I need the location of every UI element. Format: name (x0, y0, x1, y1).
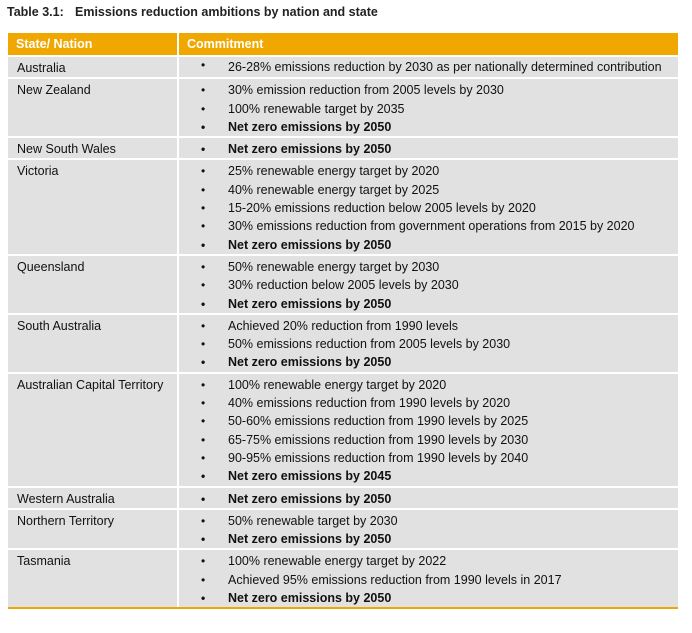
state-nation-cell: Australian Capital Territory (8, 373, 178, 487)
commitment-list (201, 81, 670, 136)
state-nation-cell: Tasmania (8, 549, 178, 608)
table-row (8, 255, 678, 314)
commitment-item: • Net zero emissions by 2050 (201, 236, 670, 254)
table-number: Table 3.1: (7, 5, 64, 19)
commitment-list (201, 162, 670, 253)
state-nation-cell: South Australia (8, 314, 178, 373)
emissions-table (8, 33, 678, 609)
commitment-item: • Net zero emissions by 2045 (201, 467, 670, 485)
commitment-cell (178, 56, 678, 78)
state-nation-cell: Victoria (8, 159, 178, 254)
commitment-cell (178, 549, 678, 608)
state-nation-cell: Northern Territory (8, 509, 178, 550)
commitment-list (201, 512, 670, 549)
commitment-cell (178, 314, 678, 373)
table-header-row (8, 33, 678, 56)
commitment-item: • 40% renewable energy target by 2025 (201, 181, 670, 199)
state-nation-cell: Australia (8, 56, 178, 78)
commitment-item: • Net zero emissions by 2050 (201, 140, 670, 158)
table-row (8, 137, 678, 159)
commitment-item: • 50% emissions reduction from 2005 levels by 2030 (201, 335, 670, 353)
commitment-item: • Net zero emissions by 2050 (201, 353, 670, 371)
commitment-item: • 100% renewable energy target by 2022 (201, 552, 670, 570)
commitment-item: • 100% renewable target by 2035 (201, 100, 670, 118)
commitment-item: • Net zero emissions by 2050 (201, 118, 670, 136)
table-row (8, 314, 678, 373)
commitment-cell (178, 159, 678, 254)
commitment-cell (178, 509, 678, 550)
commitment-item: • 100% renewable energy target by 2020 (201, 376, 670, 394)
table-caption (7, 5, 378, 19)
commitment-item: • 30% emission reduction from 2005 levels by 2030 (201, 81, 670, 99)
commitment-item: • 30% emissions reduction from government operations from 2015 by 2020 (201, 217, 670, 235)
commitment-item: • 50-60% emissions reduction from 1990 levels by 2025 (201, 412, 670, 430)
commitment-cell (178, 487, 678, 509)
commitment-item: • 90-95% emissions reduction from 1990 levels by 2040 (201, 449, 670, 467)
commitment-item: • 40% emissions reduction from 1990 levels by 2020 (201, 394, 670, 412)
table-body (8, 56, 678, 608)
table-title: Emissions reduction ambitions by nation and state (75, 5, 378, 19)
commitment-list (201, 317, 670, 372)
commitment-item: • 25% renewable energy target by 2020 (201, 162, 670, 180)
commitment-item: • Net zero emissions by 2050 (201, 295, 670, 313)
commitment-cell (178, 255, 678, 314)
state-nation-cell: New South Wales (8, 137, 178, 159)
table-row (8, 159, 678, 254)
state-nation-cell: Queensland (8, 255, 178, 314)
table-row (8, 549, 678, 608)
commitment-item: • 65-75% emissions reduction from 1990 levels by 2030 (201, 431, 670, 449)
commitment-list (201, 258, 670, 313)
table-row (8, 56, 678, 78)
state-nation-cell: New Zealand (8, 78, 178, 137)
commitment-item: • 15-20% emissions reduction below 2005 levels by 2020 (201, 199, 670, 217)
commitment-cell (178, 137, 678, 159)
table-row (8, 78, 678, 137)
commitment-item: • 50% renewable target by 2030 (201, 512, 670, 530)
commitment-item: • 30% reduction below 2005 levels by 2030 (201, 276, 670, 294)
commitment-item: • Net zero emissions by 2050 (201, 589, 670, 607)
table-row (8, 509, 678, 550)
commitment-item: • 50% renewable energy target by 2030 (201, 258, 670, 276)
commitment-cell (178, 78, 678, 137)
commitment-item: • Net zero emissions by 2050 (201, 530, 670, 548)
commitment-list (201, 59, 670, 77)
commitment-list (201, 140, 670, 158)
commitment-list (201, 376, 670, 486)
table-row (8, 373, 678, 487)
commitment-list (201, 490, 670, 508)
commitment-item: • Achieved 20% reduction from 1990 levels (201, 317, 670, 335)
commitment-list (201, 552, 670, 607)
commitment-item: • 26-28% emissions reduction by 2030 as per nationally determined contribution (201, 59, 670, 77)
header-commitment: Commitment (178, 33, 678, 56)
state-nation-cell: Western Australia (8, 487, 178, 509)
commitment-item: • Net zero emissions by 2050 (201, 490, 670, 508)
commitment-item: • Achieved 95% emissions reduction from 1990 levels in 2017 (201, 571, 670, 589)
header-state-nation: State/ Nation (8, 33, 178, 56)
commitment-cell (178, 373, 678, 487)
table-row (8, 487, 678, 509)
